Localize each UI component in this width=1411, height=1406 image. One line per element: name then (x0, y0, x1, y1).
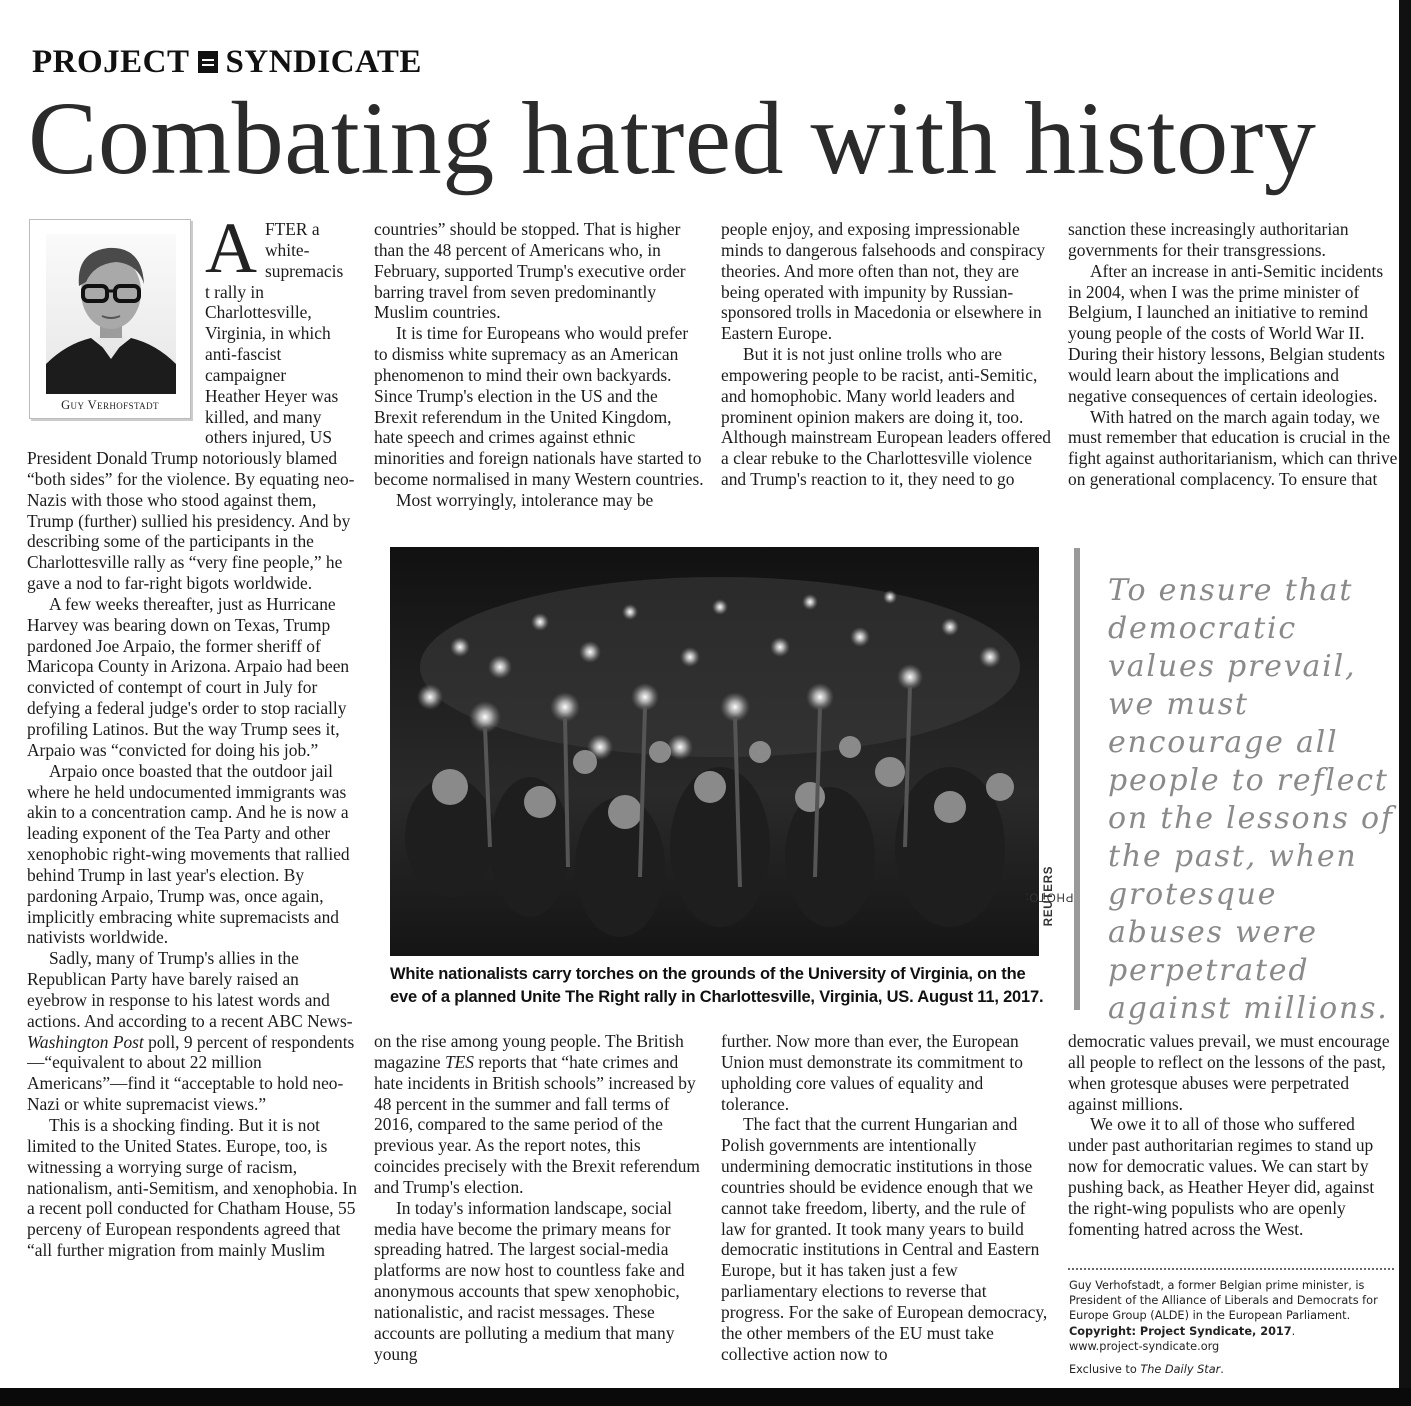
lead-line: FTER a (265, 219, 320, 239)
lead-line: campaigner (205, 364, 287, 385)
pullquote-bar (1074, 548, 1080, 1010)
newspaper-name: The Daily Star (1140, 1363, 1221, 1377)
credit-label: PHOTO: (1024, 890, 1074, 902)
brand-syndicate: SYNDICATE (225, 43, 422, 80)
torch-rally-photo (390, 547, 1039, 956)
text-run: on the rise among young people. The British magazine (374, 1031, 684, 1072)
copyright-period: . (1291, 1324, 1296, 1338)
paragraph: We owe it to all of those who suffered under past authoritarian regimes to stand up now for democratic values. We can start by pushing back, as Heather Heyer did, against the right-wing populists who are openly fomenting hatred across the West. (1068, 1114, 1375, 1239)
website-link: www.project-syndicate.org (1069, 1339, 1220, 1353)
lead-line: Heather Heyer was (205, 385, 339, 406)
newspaper-icon (198, 51, 218, 73)
paragraph: But it is not just online trolls who are empowering people to be racist, anti-Semitic, and homophobic. Many world leaders and prominent opinion makers are doing it, too. Although mainstream European leaders offered a clear rebuke to the Charlottesville violence and Trump's reaction to it, they need to go (721, 344, 1051, 490)
lead-line: others injured, US (205, 427, 333, 448)
lead-line: t rally in (205, 281, 264, 302)
column-3-top (721, 219, 1051, 537)
paragraph: In today's information landscape, social media have become the primary means for spreading hatred. The largest social-media platforms are now host to countless fake and anonymous accounts that spew xenophobic, nationalistic, and racist messages. These accounts are polluting a medium that many young (374, 1197, 685, 1364)
lead-line: supremacis (265, 260, 344, 281)
bio-text: Guy Verhofstadt, a former Belgian prime minister, is President of the Alliance of Liberals and Democrats for Europe Group (ALDE) in the European Parliament. (1069, 1279, 1378, 1323)
lead-wrap-bottom (205, 282, 370, 449)
author-portrait (29, 219, 191, 419)
paragraph (374, 1031, 704, 1198)
paragraph: democratic values prevail, we must encourage all people to reflect on the lessons of the past, when grotesque abuses were perpetrated against millions. (1068, 1031, 1390, 1114)
author-bio (1069, 1278, 1399, 1377)
lead-wrap-top (265, 219, 365, 282)
column-4-bottom (1068, 1031, 1398, 1263)
paragraph: people enjoy, and exposing impressionable minds to dangerous falsehoods and conspiracy theories. And more often than not, they are being operated with impunity by Russian-sponsored trolls in Macedonia or elsewhere in Eastern Europe. (721, 219, 1046, 344)
exclusive-period: . (1220, 1363, 1224, 1377)
lead-line: anti-fascist (205, 344, 282, 365)
bio-divider (1068, 1268, 1394, 1270)
credit-source: REUTERS (1043, 865, 1055, 927)
paragraph: sanction these increasingly authoritarian governments for their transgressions. (1068, 219, 1349, 260)
column-1 (27, 448, 357, 1388)
page-title: Combating hatred with history (28, 81, 1317, 196)
paragraph: Most worryingly, intolerance may be (396, 489, 654, 510)
publication-name: Washington Post (27, 1031, 144, 1052)
photo-caption: White nationalists carry torches on the grounds of the University of Virginia, on the eve of a planned Unite The Right rally in Charlottesville, Virginia, US. August 11, 2017. (390, 965, 1044, 1006)
lead-line: white- (265, 239, 310, 260)
paragraph (27, 948, 357, 1115)
author-photo (46, 234, 176, 394)
column-2-top (374, 219, 704, 537)
lead-line: Virginia, in which (205, 323, 331, 344)
paragraph: With hatred on the march again today, we must remember that education is crucial in the fight against authoritarianism, which can thrive on generational complacency. To ensure that (1068, 406, 1398, 490)
paragraph: President Donald Trump notoriously blamed “both sides” for the violence. By equating neo-Nazis with those who stood against them, Trump (further) sullied his presidency. And by describing some of the participants in the Charlottesville rally as “very fine people,” he gave a nod to far-right bigots worldwide. (27, 448, 355, 594)
copyright: Copyright: Project Syndicate, 2017 (1069, 1324, 1292, 1338)
column-4-top (1068, 219, 1398, 537)
paragraph: countries” should be stopped. That is higher than the 48 percent of Americans who, in February, supported Trump's executive order barring travel from seven predominantly Muslim countries. (374, 219, 686, 323)
brand-project: PROJECT (32, 43, 190, 80)
photo-credit (1024, 838, 1074, 954)
paragraph: This is a shocking finding. But it is not limited to the United States. Europe, too, is witnessing a worrying surge of racism, nationalism, anti-Semitism, and xenophobia. In a recent poll conducted for Chatham House, 55 perceny of European respondents agreed that “all further migration from mainly Muslim (27, 1115, 357, 1261)
exclusive-prefix: Exclusive to (1069, 1363, 1141, 1377)
text-run: reports that “hate crimes and hate incidents in British schools” increased by 48 percent in the summer and fall terms of 2016, compared to the same period of the previous year. As the report notes, this coincides precisely with the Brexit referendum and Trump's election. (374, 1051, 700, 1197)
paragraph: A few weeks thereafter, just as Hurricane Harvey was bearing down on Texas, Trump pardoned Joe Arpaio, the former sheriff of Maricopa County in Arizona. Arpaio had been convicted of contempt of court in July for defying a federal judge's order to stop racially profiling Latinos. But the way Trump sees it, Arpaio was “convicted for doing his job.” (27, 593, 350, 760)
lead-line: killed, and many (205, 406, 322, 427)
scan-edge-bottom (0, 1388, 1411, 1406)
column-3-bottom (721, 1031, 1051, 1388)
paragraph: Arpaio once boasted that the outdoor jail where he held undocumented immigrants was akin to a concentration camp. And he is now a leading exponent of the Tea Party and other xenophobic right-wing movements that rallied behind Trump in last year's election. By pardoning Arpaio, Trump was, once again, implicitly embracing white supremacists and nativists worldwide. (27, 760, 350, 948)
publication-name: TES (444, 1051, 474, 1072)
paragraph: It is time for Europeans who would prefer to dismiss white supremacy as an American phenomenon to mind their own backyards. Since Trump's election in the US and the Brexit referendum in the United Kingdom, hate speech and crimes against ethnic minorities and foreign nationals have started to become normalised in many Western countries. (374, 323, 704, 490)
exclusive-note (1069, 1362, 1399, 1377)
paragraph: The fact that the current Hungarian and Polish governments are intentionally undermining democratic institutions in those countries should be evidence enough that we cannot take freedom, liberty, and the rule of law for granted. It took many years to build democratic institutions in Central and Eastern Europe, but it has taken just a few parliamentary elections to reverse that progress. For the sake of European democracy, the other members of the EU must take collective action now to (721, 1114, 1048, 1364)
masthead-brand (32, 44, 422, 80)
paragraph: After an increase in anti-Semitic incidents in 2004, when I was the prime minister of Belgium, I launched an initiative to remind young people of the costs of World War II. During their history lessons, Belgian students would learn about the implications and negative consequences of certain ideologies. (1068, 260, 1385, 406)
text-run: Sadly, many of Trump's allies in the Republican Party have barely raised an eyebrow in response to his latest words and actions. And according to a recent ABC News- (27, 948, 353, 1031)
column-2-bottom (374, 1031, 704, 1388)
text-run: poll, 9 percent of respondents—“equivalent to about 22 million Americans”—find it “acceptable to hold neo-Nazi or white supremacist views.” (27, 1031, 355, 1115)
lead-line: Charlottesville, (205, 302, 312, 323)
scan-edge-right (1399, 0, 1411, 1406)
author-name: Guy Verhofstadt (61, 398, 159, 412)
paragraph: further. Now more than ever, the European Union must demonstrate its commitment to upholding core values of equality and tolerance. (721, 1031, 1023, 1114)
drop-cap: A (205, 208, 257, 288)
pull-quote: To ensure that democratic values prevail, we must encourage all people to reflect on the lessons of the past, when grotesque abuses were perpetrated against millions. (1108, 573, 1394, 1026)
